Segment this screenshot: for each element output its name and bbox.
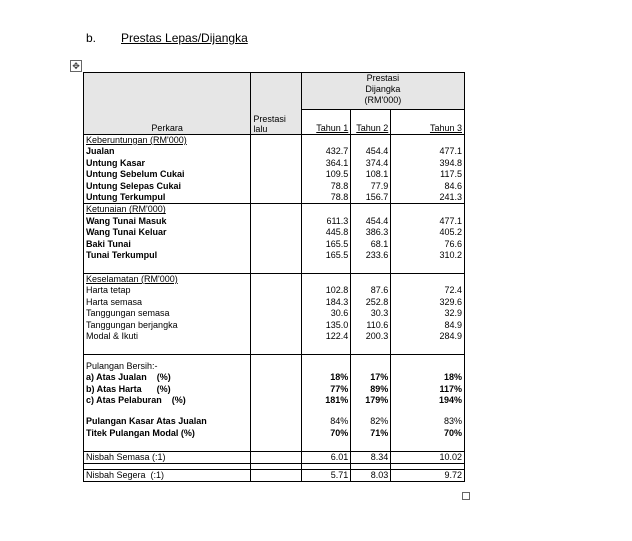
value-t1: 109.5 — [325, 169, 349, 180]
row-label: a) Atas Jualan (%) — [86, 372, 171, 383]
row-label: c) Atas Pelaburan (%) — [86, 394, 186, 405]
value-t3: 84.6 — [444, 180, 462, 191]
value-t1: 432.7 — [325, 146, 349, 157]
section-keselamatan — [84, 273, 465, 354]
value-t1: 445.8 — [325, 227, 349, 238]
row-label: Harta tetap — [86, 285, 131, 296]
section-ketunaian — [84, 204, 465, 273]
value-t1: 611.3 — [326, 215, 349, 226]
value-t3: 32.9 — [444, 308, 462, 319]
value-t2: 68.1 — [370, 238, 389, 249]
value-t2: 71% — [370, 427, 389, 438]
header-tahun-3: Tahun 3 — [391, 110, 465, 135]
value-t1: 184.3 — [325, 296, 349, 307]
row-label: Tanggungan berjangka — [86, 319, 178, 330]
value-t1: 165.5 — [325, 250, 349, 261]
section-title: Keselamatan (RM'000) — [86, 273, 178, 284]
value-t1: 181% — [325, 394, 349, 405]
value-t3: 10.02 — [391, 451, 465, 463]
value-t2: 386.3 — [365, 227, 389, 238]
value-t2: 77.9 — [370, 180, 389, 191]
row-label: Nisbah Semasa (:1) — [84, 451, 251, 463]
value-t2: 179% — [365, 394, 389, 405]
value-t3: 70% — [443, 427, 462, 438]
value-t1: 78.8 — [330, 192, 349, 203]
value-t1: 165.5 — [325, 238, 349, 249]
value-t1: 6.01 — [301, 451, 350, 463]
table-move-handle-icon[interactable]: ✥ — [70, 60, 82, 72]
row-label: Modal & Ikuti — [86, 330, 139, 341]
value-t3: 83% — [443, 416, 462, 427]
header-perkara: Perkara — [84, 73, 251, 135]
value-t2: 454.4 — [365, 215, 389, 226]
value-t2: 156.7 — [365, 192, 389, 203]
row-label: Untung Terkumpul — [86, 192, 166, 203]
row-label: Jualan — [86, 146, 115, 157]
value-t3: 194% — [438, 394, 462, 405]
value-t3: 284.9 — [439, 330, 462, 341]
value-t3: 477.1 — [439, 215, 462, 226]
value-t2: 17% — [370, 372, 389, 383]
value-t1: 122.4 — [325, 330, 349, 341]
financial-table — [83, 72, 465, 482]
header-tahun-2: Tahun 2 — [351, 110, 391, 135]
value-t3: 477.1 — [439, 146, 462, 157]
heading-letter: b. — [86, 31, 97, 45]
value-t3: 394.8 — [439, 157, 462, 168]
value-t2: 108.1 — [365, 169, 389, 180]
value-t2: 8.03 — [351, 469, 391, 481]
section-pulangan — [84, 354, 465, 451]
row-nisbah-segera — [84, 469, 465, 481]
row-label: Untung Sebelum Cukai — [86, 169, 185, 180]
value-t1: 84% — [330, 416, 349, 427]
value-t1: 18% — [330, 372, 349, 383]
table-resize-handle-icon[interactable] — [462, 492, 470, 500]
row-label: Untung Kasar — [86, 157, 146, 168]
row-nisbah-semasa — [84, 451, 465, 463]
row-label: Nisbah Segera (:1) — [84, 469, 251, 481]
value-t1: 5.71 — [301, 469, 350, 481]
row-label: Baki Tunai — [86, 238, 131, 249]
heading-title: Prestas Lepas/Dijangka — [121, 31, 248, 45]
row-label: Titek Pulangan Modal (%) — [86, 427, 195, 438]
value-t2: 30.3 — [370, 308, 389, 319]
value-t1: 364.1 — [325, 157, 349, 168]
value-t3: 84.9 — [444, 319, 462, 330]
section-title: Ketunaian (RM'000) — [86, 204, 166, 215]
value-t1: 30.6 — [330, 308, 349, 319]
value-t2: 374.4 — [365, 157, 389, 168]
value-t3: 117% — [439, 383, 462, 394]
value-t2: 454.4 — [365, 146, 389, 157]
value-t2: 8.34 — [351, 451, 391, 463]
row-label: b) Atas Harta (%) — [86, 383, 171, 394]
section-keberuntungan — [84, 135, 465, 204]
row-label: Tunai Terkumpul — [86, 250, 158, 261]
header-prestasi-dijangka: Prestasi Dijangka (RM'000) — [301, 73, 464, 110]
value-t2: 233.6 — [365, 250, 389, 261]
value-t3: 9.72 — [391, 469, 465, 481]
value-t1: 77% — [330, 383, 349, 394]
value-t3: 76.6 — [444, 238, 462, 249]
value-t3: 18% — [443, 372, 462, 383]
value-t2: 252.8 — [365, 296, 389, 307]
value-t2: 82% — [370, 416, 389, 427]
section-title: Keberuntungan (RM'000) — [86, 135, 187, 145]
header-prestasi-lalu: Prestasi lalu — [251, 73, 302, 135]
row-label: Wang Tunai Keluar — [86, 227, 167, 238]
value-t3: 310.2 — [439, 250, 462, 261]
row-label: Pulangan Kasar Atas Jualan — [86, 416, 207, 427]
row-label: Tanggungan semasa — [86, 308, 170, 319]
value-t2: 87.6 — [370, 285, 389, 296]
value-t3: 405.2 — [439, 227, 462, 238]
value-t3: 329.6 — [439, 296, 462, 307]
row-label: Untung Selepas Cukai — [86, 180, 182, 191]
value-t1: 135.0 — [325, 319, 349, 330]
value-t1: 78.8 — [330, 180, 349, 191]
section-title: Pulangan Bersih:- — [86, 360, 158, 371]
value-t3: 72.4 — [444, 285, 462, 296]
header-row-top — [84, 73, 465, 110]
row-label: Harta semasa — [86, 296, 143, 307]
value-t2: 110.6 — [366, 319, 389, 330]
value-t1: 70% — [330, 427, 349, 438]
value-t2: 200.3 — [365, 330, 389, 341]
value-t3: 241.3 — [439, 192, 462, 203]
value-t1: 102.8 — [325, 285, 349, 296]
header-tahun-1: Tahun 1 — [301, 110, 350, 135]
row-label: Wang Tunai Masuk — [86, 215, 167, 226]
value-t2: 89% — [370, 383, 389, 394]
value-t3: 117.5 — [440, 169, 462, 180]
